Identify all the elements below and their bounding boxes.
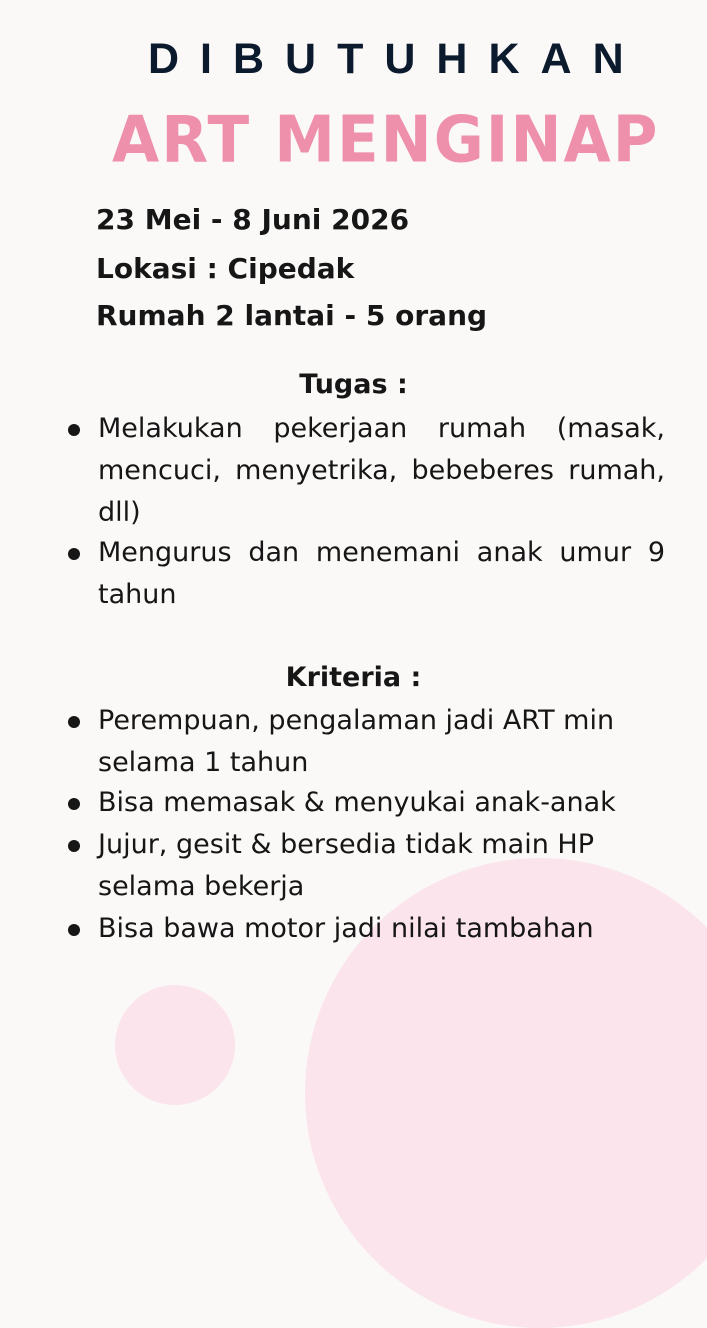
title-art-menginap: ART MENGINAP — [112, 102, 660, 178]
kriteria-item-text: Bisa bawa motor jadi nilai tambahan — [98, 913, 594, 944]
decor-circle-left — [115, 985, 235, 1105]
info-location: Lokasi : Cipedak — [96, 252, 355, 285]
tugas-title: Tugas : — [299, 369, 408, 400]
bullet-icon — [68, 548, 80, 560]
bullet-icon — [68, 924, 80, 936]
info-house: Rumah 2 lantai - 5 orang — [96, 299, 488, 332]
kriteria-item-text: Bisa memasak & menyukai anak-anak — [98, 787, 616, 818]
heading-dibutuhkan: DIBUTUHKAN — [148, 35, 645, 83]
kriteria-item-text: Perempuan, pengalaman jadi ART min selama 1 tahun — [98, 705, 615, 778]
info-date: 23 Mei - 8 Juni 2026 — [96, 203, 410, 236]
kriteria-item-text: Jujur, gesit & bersedia tidak main HP selama bekerja — [98, 829, 594, 902]
bullet-icon — [68, 424, 80, 436]
tugas-item-text: Melakukan pekerjaan rumah (masak, mencuci, menyetrika, bebeberes rumah, dll) — [98, 413, 665, 528]
bullet-icon — [68, 840, 80, 852]
bullet-icon — [68, 798, 80, 810]
bullet-icon — [68, 716, 80, 728]
tugas-item-text: Mengurus dan menemani anak umur 9 tahun — [98, 537, 665, 610]
kriteria-title: Kriteria : — [285, 662, 422, 693]
